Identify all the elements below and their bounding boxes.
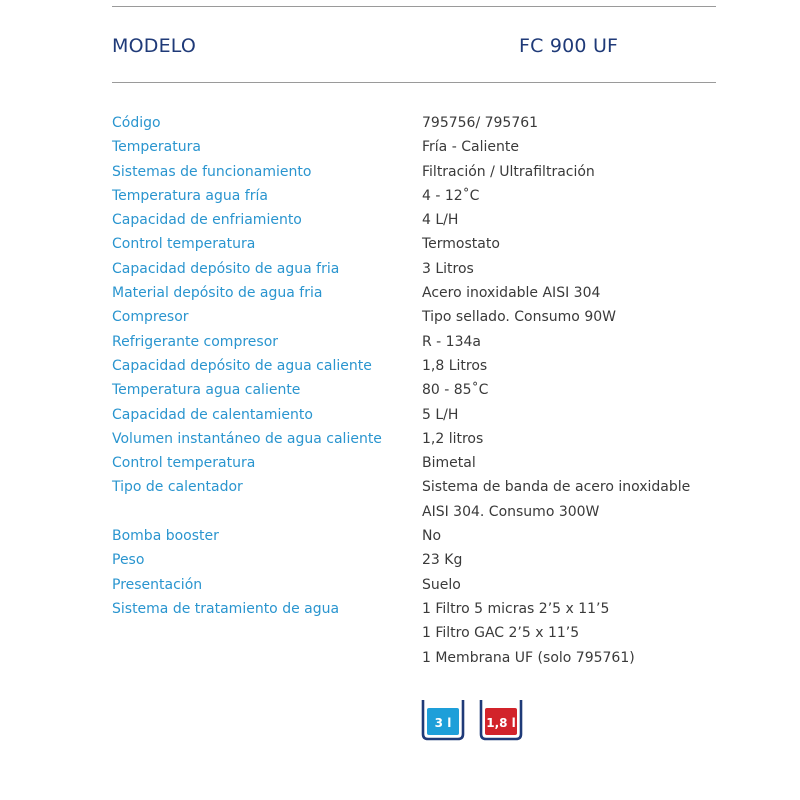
- spec-value: No: [422, 528, 442, 545]
- spec-value: 4 L/H: [422, 212, 459, 229]
- spec-row: [112, 257, 716, 281]
- top-divider: [112, 6, 716, 7]
- spec-value: Fría - Caliente: [422, 139, 519, 156]
- model-name: FC 900 UF: [519, 35, 619, 57]
- spec-value: 4 - 12˚C: [422, 187, 480, 204]
- spec-label: Refrigerante compresor: [112, 333, 279, 350]
- spec-values: [422, 257, 716, 281]
- spec-values: [422, 208, 716, 232]
- header-divider: [112, 82, 716, 83]
- spec-values: [422, 451, 716, 475]
- spec-label: Sistema de tratamiento de agua: [112, 600, 340, 617]
- spec-row: [112, 281, 716, 305]
- spec-row: [112, 208, 716, 232]
- spec-row: [112, 597, 716, 670]
- spec-row: [112, 524, 716, 548]
- spec-value: 3 Litros: [422, 260, 474, 277]
- spec-value: 1 Membrana UF (solo 795761): [422, 649, 635, 666]
- spec-values: [422, 111, 716, 135]
- hot-tank-label: 1,8 l: [486, 716, 516, 730]
- spec-row: [112, 232, 716, 256]
- spec-row: [112, 330, 716, 354]
- spec-label: Temperatura agua fría: [112, 187, 268, 204]
- spec-label: Compresor: [112, 309, 189, 326]
- spec-value: Filtración / Ultrafiltración: [422, 163, 595, 180]
- spec-label: Temperatura: [112, 139, 201, 156]
- spec-label: Control temperatura: [112, 236, 256, 253]
- spec-values: [422, 354, 716, 378]
- spec-row: [112, 305, 716, 329]
- spec-label: Capacidad de calentamiento: [112, 406, 313, 423]
- spec-value: 1 Filtro GAC 2’5 x 11’5: [422, 625, 580, 642]
- specs-table: [112, 111, 716, 670]
- spec-value: Sistema de banda de acero inoxidable: [422, 479, 691, 496]
- spec-values: [422, 475, 716, 524]
- spec-row: [112, 184, 716, 208]
- spec-values: [422, 427, 716, 451]
- spec-values: [422, 378, 716, 402]
- spec-values: [422, 403, 716, 427]
- spec-label: Volumen instantáneo de agua caliente: [112, 430, 382, 447]
- spec-row: [112, 160, 716, 184]
- cold-tank-icon: [421, 700, 465, 741]
- model-title: MODELO: [112, 35, 197, 57]
- spec-label: Sistemas de funcionamiento: [112, 163, 312, 180]
- spec-row: [112, 403, 716, 427]
- spec-row: [112, 111, 716, 135]
- spec-label: Capacidad de enfriamiento: [112, 212, 302, 229]
- spec-row: [112, 135, 716, 159]
- spec-value: 23 Kg: [422, 552, 463, 569]
- spec-value: 1,2 litros: [422, 430, 484, 447]
- cold-tank-label: 3 l: [434, 716, 452, 730]
- spec-row: [112, 451, 716, 475]
- spec-label: Temperatura agua caliente: [112, 382, 301, 399]
- spec-value: 5 L/H: [422, 406, 459, 423]
- spec-value: Termostato: [422, 236, 500, 253]
- spec-row: [112, 354, 716, 378]
- model-header: [112, 35, 716, 61]
- spec-row: [112, 475, 716, 524]
- spec-values: [422, 184, 716, 208]
- spec-values: [422, 548, 716, 572]
- spec-label: Tipo de calentador: [112, 479, 243, 496]
- spec-values: [422, 524, 716, 548]
- spec-value: 80 - 85˚C: [422, 382, 489, 399]
- spec-value: Tipo sellado. Consumo 90W: [422, 309, 616, 326]
- spec-row: [112, 548, 716, 572]
- spec-value: 795756/ 795761: [422, 115, 539, 131]
- spec-label: Peso: [112, 552, 145, 569]
- spec-value: 1 Filtro 5 micras 2’5 x 11’5: [422, 600, 610, 617]
- spec-row: [112, 427, 716, 451]
- spec-values: [422, 597, 716, 670]
- spec-value: Bimetal: [422, 455, 476, 472]
- spec-value: Acero inoxidable AISI 304: [422, 285, 601, 302]
- spec-values: [422, 135, 716, 159]
- spec-values: [422, 232, 716, 256]
- spec-label: Código: [112, 115, 161, 131]
- spec-label: Capacidad depósito de agua caliente: [112, 357, 372, 374]
- spec-label: Bomba booster: [112, 528, 219, 545]
- spec-values: [422, 160, 716, 184]
- spec-value: AISI 304. Consumo 300W: [422, 503, 600, 520]
- spec-label: Capacidad depósito de agua fria: [112, 260, 340, 277]
- spec-value: Suelo: [422, 576, 461, 593]
- spec-values: [422, 281, 716, 305]
- spec-row: [112, 573, 716, 597]
- spec-label: Control temperatura: [112, 455, 256, 472]
- spec-values: [422, 573, 716, 597]
- spec-label: Material depósito de agua fria: [112, 285, 323, 302]
- spec-value: R - 134a: [422, 333, 481, 350]
- spec-values: [422, 330, 716, 354]
- spec-value: 1,8 Litros: [422, 357, 488, 374]
- spec-label: Presentación: [112, 576, 203, 593]
- hot-tank-icon: [479, 700, 523, 741]
- spec-row: [112, 378, 716, 402]
- spec-values: [422, 305, 716, 329]
